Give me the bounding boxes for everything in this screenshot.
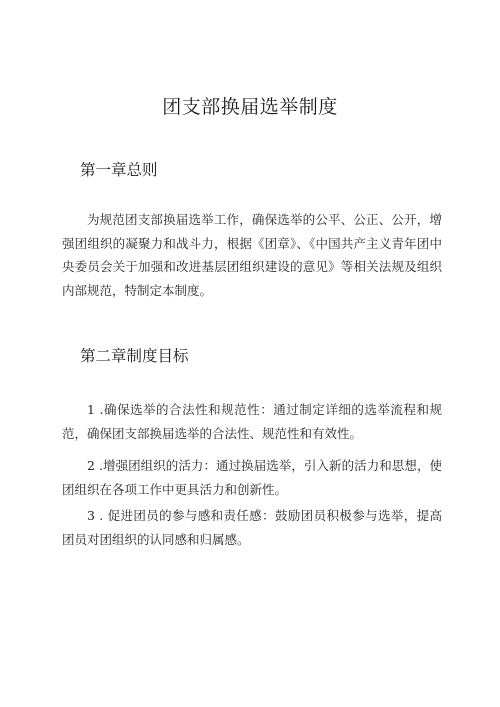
chapter-1-heading: 第一章总则	[80, 161, 158, 179]
chapter-1-paragraph: 为规范团支部换届选举工作，确保选举的公平、公正、公开，增强团组织的凝聚力和战斗力，根据《团章》、《中国共产主义青年团中央委员会关于加强和改进基层团组织建设的意见》等相关法规及组织内部规范，特制定本制度。	[62, 212, 442, 298]
document-title: 团支部换届选举制度	[162, 96, 338, 118]
goal-item-3: 3 . 促进团员的参与感和责任感：鼓励团员积极参与选举，提高团员对团组织的认同感和归属感。	[62, 508, 442, 547]
chapter-2-heading: 第二章制度目标	[80, 347, 189, 365]
goal-item-2: 2 .增强团组织的活力：通过换届选举，引入新的活力和思想，使团组织在各项工作中更具活力和创新性。	[62, 458, 442, 497]
goal-item-1: 1 .确保选举的合法性和规范性：通过制定详细的选举流程和规范，确保团支部换届选举的合法性、规范性和有效性。	[62, 402, 442, 441]
